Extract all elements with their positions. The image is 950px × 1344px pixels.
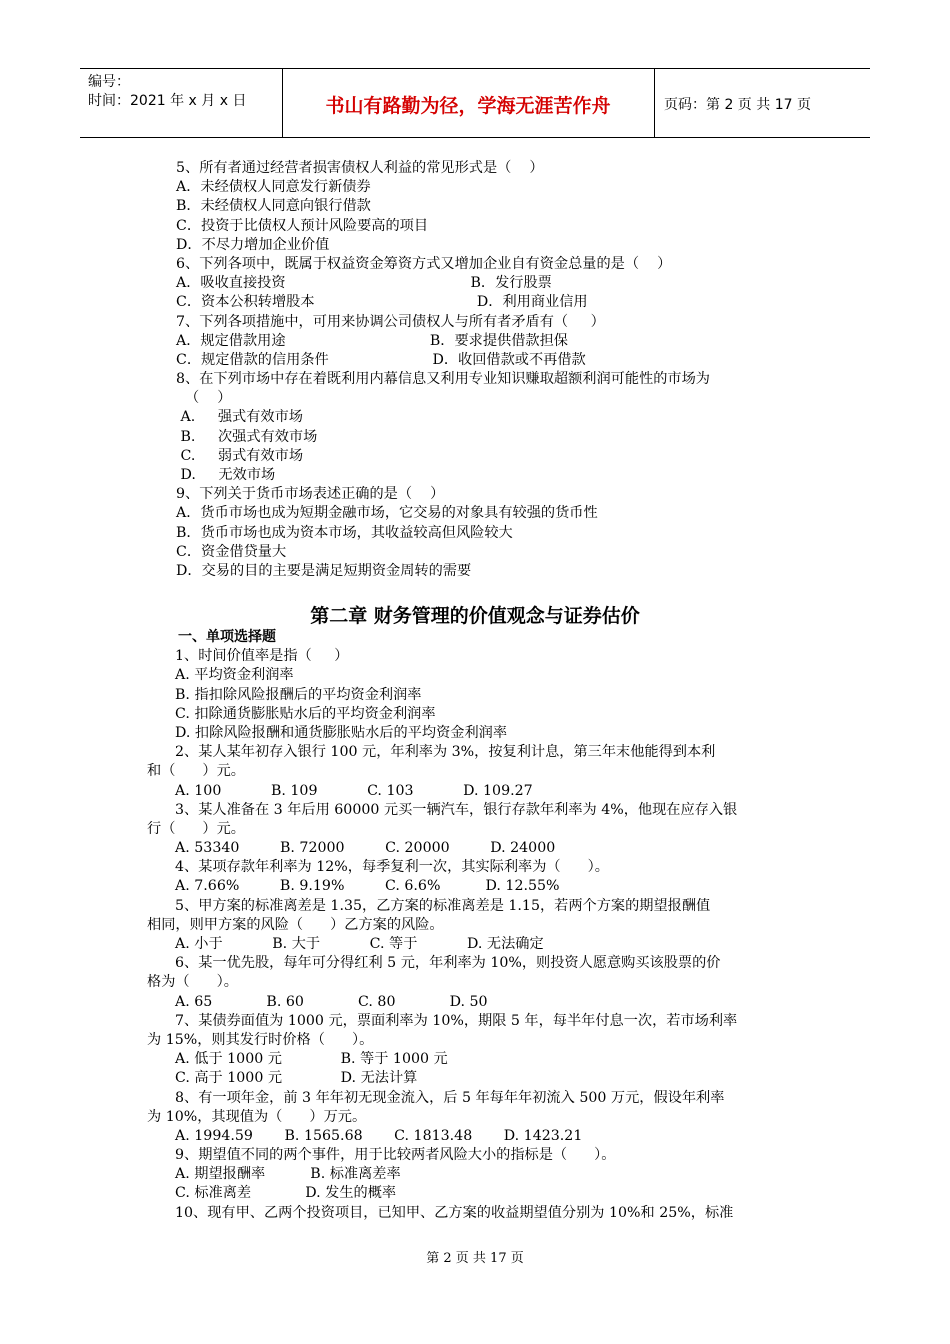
question-block-2 xyxy=(147,628,812,1223)
text-line: C. 扣除通货膨胀贴水后的平均资金利润率 xyxy=(175,705,436,722)
page-header xyxy=(80,68,870,138)
text-line: A. 小于 B. 大于 C. 等于 D. 无法确定 xyxy=(175,936,544,952)
text-line: A. 7.66% B. 9.19% C. 6.6% D. 12.55% xyxy=(175,878,560,895)
text-line: A. 100 B. 109 C. 103 D. 109.27 xyxy=(175,782,533,799)
chapter-title: 第二章 财务管理的价值观念与证券估价 xyxy=(310,605,640,627)
section-title: 一、单项选择题 xyxy=(178,629,276,645)
text-line: 和（ ）元。 xyxy=(147,763,245,780)
question-stem: 6、下列各项中，既属于权益资金筹资方式又增加企业自有资金总量的是（ ） xyxy=(176,255,672,272)
text-line: 为 15%，则其发行时价格（ ）。 xyxy=(147,1031,374,1048)
text-line: （ ） xyxy=(176,390,232,407)
text-line: A. 期望报酬率 B. 标准离差率 xyxy=(175,1166,401,1183)
text-line: C．资金借贷量大 xyxy=(176,543,287,560)
text-line: A. 低于 1000 元 B. 等于 1000 元 xyxy=(175,1051,448,1068)
text-line: A．货币市场也成为短期金融市场，它交易的对象具有较强的货币性 xyxy=(176,505,598,522)
question-stem: 2、某人某年初存入银行 100 元，年利率为 3%，按复利计息，第三年末他能得到本利 xyxy=(175,744,716,761)
header-page-info: 页码：第 2 页 共 17 页 xyxy=(664,97,811,113)
question-stem: 10、现有甲、乙两个投资项目，已知甲、乙方案的收益期望值分别为 10%和 25%，标准 xyxy=(175,1204,734,1221)
question-stem: 7、下列各项措施中，可用来协调公司债权人与所有者矛盾有（ ） xyxy=(176,313,605,330)
text-line: A. 1994.59 B. 1565.68 C. 1813.48 D. 1423.21 xyxy=(175,1127,583,1144)
text-line: A. 53340 B. 72000 C. 20000 D. 24000 xyxy=(175,840,556,857)
question-stem: 4、某项存款年利率为 12%，每季复利一次，其实际利率为（ ）。 xyxy=(175,859,609,876)
text-line: A．吸收直接投资 B．发行股票 xyxy=(176,275,552,292)
text-line: C. 标准离差 D. 发生的概率 xyxy=(175,1185,397,1202)
text-line: B. 次强式有效市场 xyxy=(176,428,318,445)
text-line: C．规定借款的信用条件 D．收回借款或不再借款 xyxy=(176,351,586,368)
question-stem: 6、某一优先股，每年可分得红利 5 元，年利率为 10%，则投资人愿意购买该股票的价 xyxy=(175,955,721,972)
question-stem: 5、甲方案的标准离差是 1.35，乙方案的标准离差是 1.15，若两个方案的期望报酬值 xyxy=(175,897,711,914)
header-divider xyxy=(654,69,655,137)
question-stem: 1、时间价值率是指（ ） xyxy=(175,648,349,665)
text-line: C. 高于 1000 元 D. 无法计算 xyxy=(175,1070,418,1087)
text-line: A. 强式有效市场 xyxy=(176,409,303,426)
text-line: A. 平均资金利润率 xyxy=(175,667,294,684)
text-line: 相同，则甲方案的风险（ ）乙方案的风险。 xyxy=(147,916,444,933)
page-footer: 第 2 页 共 17 页 xyxy=(426,1251,524,1266)
question-stem: 7、某债券面值为 1000 元，票面利率为 10%，期限 5 年，每半年付息一次，若市场利率 xyxy=(175,1012,738,1029)
text-line: D．交易的目的主要是满足短期资金周转的需要 xyxy=(176,562,472,579)
text-line: 为 10%，其现值为（ ）万元。 xyxy=(147,1108,367,1125)
question-stem: 8、在下列市场中存在着既利用内幕信息又利用专业知识赚取超额利润可能性的市场为 xyxy=(176,371,710,388)
text-line: 行（ ）元。 xyxy=(147,820,245,837)
text-line: 格为（ ）。 xyxy=(147,974,238,991)
text-line: D. 扣除风险报酬和通货膨胀贴水后的平均资金利润率 xyxy=(175,724,508,741)
text-line: A．规定借款用途 B．要求提供借款担保 xyxy=(176,332,568,349)
text-line: A. 65 B. 60 C. 80 D. 50 xyxy=(175,993,488,1010)
code-label: 编号： xyxy=(88,74,130,90)
header-meta xyxy=(88,73,246,111)
text-line: A．未经债权人同意发行新债券 xyxy=(176,179,371,196)
text-line: D．不尽力增加企业价值 xyxy=(176,236,330,253)
text-line: B．未经债权人同意向银行借款 xyxy=(176,198,371,215)
question-block-1 xyxy=(150,159,815,581)
text-line: C．资本公积转增股本 D．利用商业信用 xyxy=(176,294,588,311)
text-line: C．投资于比债权人预计风险要高的项目 xyxy=(176,217,429,234)
text-line: B．货币市场也成为资本市场，其收益较高但风险较大 xyxy=(176,524,513,541)
header-motto: 书山有路勤为径，学海无涯苦作舟 xyxy=(325,95,611,117)
question-stem: 8、有一项年金，前 3 年年初无现金流入，后 5 年每年年初流入 500 万元，假设年利率 xyxy=(175,1089,725,1106)
text-line: B. 指扣除风险报酬后的平均资金利润率 xyxy=(175,686,422,703)
question-stem: 3、某人准备在 3 年后用 60000 元买一辆汽车，银行存款年利率为 4%，他现在应存入银 xyxy=(175,801,738,818)
time-label: 时间：2021 年 x 月 x 日 xyxy=(88,93,247,109)
text-line: D. 无效市场 xyxy=(176,467,276,483)
question-stem: 9、下列关于货币市场表述正确的是（ ） xyxy=(176,486,445,503)
question-stem: 5、所有者通过经营者损害债权人利益的常见形式是（ ） xyxy=(176,160,544,176)
text-line: C. 弱式有效市场 xyxy=(176,447,304,464)
question-stem: 9、期望值不同的两个事件，用于比较两者风险大小的指标是（ ）。 xyxy=(175,1147,616,1164)
